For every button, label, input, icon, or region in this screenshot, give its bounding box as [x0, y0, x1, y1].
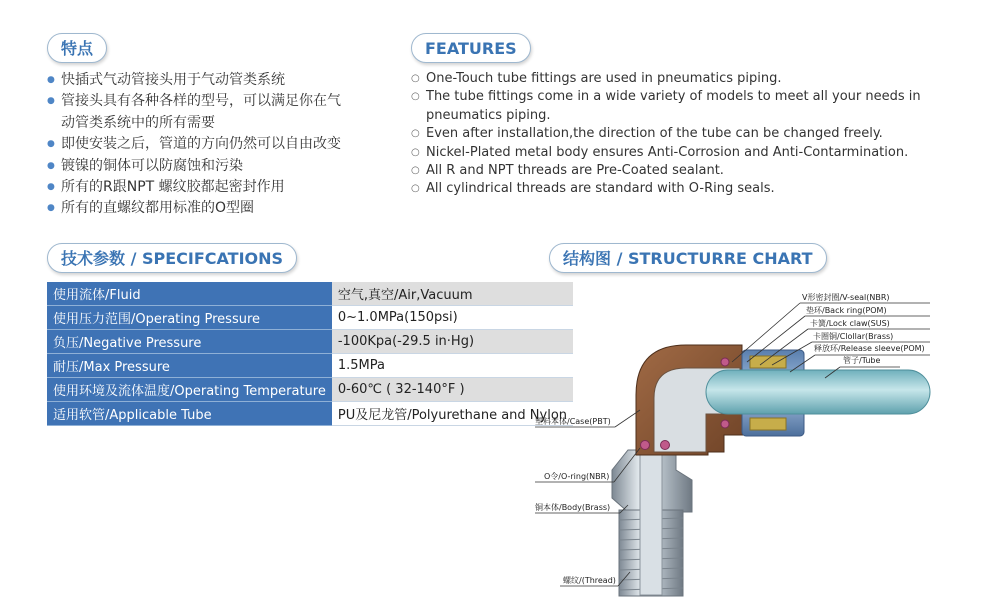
label-sleeve: 释放环/Release sleeve(POM) — [814, 344, 925, 353]
list-item: ● 即使安装之后，管道的方向仍然可以自由改变 — [47, 134, 377, 155]
list-item: 动管类系统中的所有需要 — [61, 114, 215, 131]
label-oring: O令/O-ring(NBR) — [544, 472, 610, 481]
table-row — [47, 354, 573, 378]
features-zh-title: 特点 — [47, 33, 107, 63]
spec-label: 使用流体/Fluid — [47, 282, 332, 306]
list-item: ● 快插式气动管接头用于气动管类系统 — [47, 70, 377, 91]
list-item: ○ All R and NPT threads are Pre-Coated sealant. — [411, 162, 951, 180]
table-row — [47, 306, 573, 330]
spec-label: 耐压/Max Pressure — [47, 354, 332, 378]
spec-value: PU及尼龙管/Polyurethane and Nylon — [332, 402, 573, 426]
list-item: ○ One-Touch tube fittings are used in pneumatics piping. — [411, 70, 951, 88]
list-item: ● 所有的R跟NPT 螺纹胶都起密封作用 — [47, 177, 377, 198]
list-item: ○ The tube fittings come in a wide variety of models to meet all your needs in — [411, 88, 951, 106]
label-tube: 管子/Tube — [843, 356, 881, 365]
spec-label: 适用软管/Applicable Tube — [47, 402, 332, 426]
specs-title: 技术参数 / SPECIFCATIONS — [47, 243, 297, 273]
features-en-list — [411, 70, 951, 199]
list-item: pneumatics piping. — [426, 107, 551, 123]
table-row — [47, 402, 573, 426]
spec-value: 0~1.0MPa(150psi) — [332, 306, 573, 330]
spec-value: -100Kpa(-29.5 in·Hg) — [332, 330, 573, 354]
label-vseal: V形密封圈/V-seal(NBR) — [802, 293, 890, 302]
spec-label: 负压/Negative Pressure — [47, 330, 332, 354]
table-row — [47, 282, 573, 306]
structure-title: 结构图 / STRUCTURRE CHART — [549, 243, 827, 273]
table-row — [47, 330, 573, 354]
features-en-title: FEATURES — [411, 33, 531, 63]
label-thread: 螺纹/(Thread) — [563, 576, 616, 585]
spec-value: 空气,真空/Air,Vacuum — [332, 282, 573, 306]
spec-label: 使用压力范围/Operating Pressure — [47, 306, 332, 330]
brass-body-shape — [612, 450, 692, 596]
release-sleeve-shape — [742, 350, 804, 436]
spec-label: 使用环境及流体温度/Operating Temperature — [47, 378, 332, 402]
list-item: ● 镀镍的铜体可以防腐蚀和污染 — [47, 156, 377, 177]
list-item: ○ Nickel-Plated metal body ensures Anti-Corrosion and Anti-Contarmination. — [411, 144, 951, 162]
spec-table — [47, 282, 573, 426]
spec-value: 0-60℃ ( 32-140°F ) — [332, 378, 573, 402]
list-item: ● 管接头具有各种各样的型号，可以满足你在气 — [47, 91, 377, 112]
tube-shape — [706, 370, 930, 414]
case-elbow-shape — [636, 345, 746, 455]
spec-value: 1.5MPa — [332, 354, 573, 378]
label-collar: 卡圈铜/Clollar(Brass) — [813, 332, 894, 341]
list-item: ○ Even after installation,the direction of the tube can be changed freely. — [411, 125, 951, 143]
table-row — [47, 378, 573, 402]
label-lockclaw: 卡簧/Lock claw(SUS) — [810, 319, 890, 328]
label-body: 铜本体/Body(Brass) — [535, 503, 611, 512]
label-case: 塑料本体/Case(PBT) — [535, 417, 611, 426]
o-ring-shape — [641, 441, 650, 450]
list-item: ● 所有的直螺纹都用标准的O型圈 — [47, 198, 377, 219]
features-zh-list — [47, 70, 377, 220]
list-item: ○ All cylindrical threads are standard with O-Ring seals. — [411, 180, 951, 198]
label-backring: 垫环/Back ring(POM) — [806, 306, 887, 315]
